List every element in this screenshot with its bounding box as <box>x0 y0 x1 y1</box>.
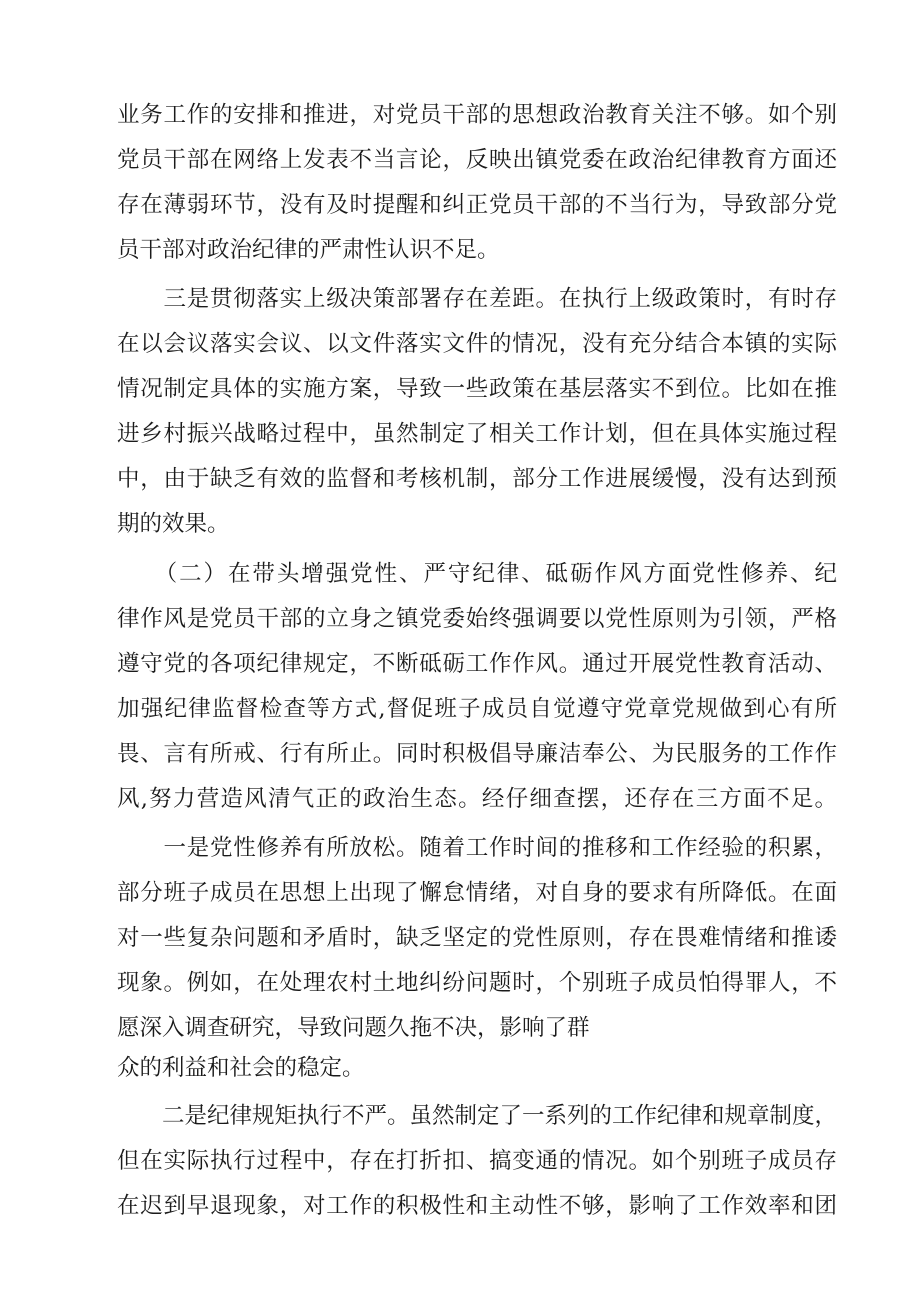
text-line: 情况制定具体的实施方案，导致一些政策在基层落实不到位。比如在推 <box>117 376 837 402</box>
text-line: 众的利益和社会的稳定。 <box>117 1055 365 1081</box>
text-line: 员干部对政治纪律的严肃性认识不足。 <box>117 237 500 263</box>
text-line: 对一些复杂问题和矛盾时，缺乏坚定的党性原则，存在畏难情绪和推诿 <box>117 925 837 951</box>
text-line: 存在薄弱环节，没有及时提醒和纠正党员干部的不当行为，导致部分党 <box>117 192 837 218</box>
text-line: 但在实际执行过程中，存在打折扣、搞变通的情况。如个别班子成员存 <box>117 1148 837 1174</box>
text-line: 三是贯彻落实上级决策部署存在差距。在执行上级政策时，有时存 <box>117 286 837 312</box>
text-line: 部分班子成员在思想上出现了懈怠情绪，对自身的要求有所降低。在面 <box>117 880 837 906</box>
text-line: （二）在带头增强党性、严守纪律、砥砺作风方面党性修养、纪 <box>117 561 837 587</box>
text-line: 在以会议落实会议、以文件落实文件的情况，没有充分结合本镇的实际 <box>117 331 837 357</box>
text-line: 党员干部在网络上发表不当言论，反映出镇党委在政治纪律教育方面还 <box>117 147 837 173</box>
text-line: 愿深入调查研究，导致问题久拖不决，影响了群 <box>117 1015 590 1041</box>
text-line: 现象。例如，在处理农村土地纠纷问题时，个别班子成员怕得罪人，不 <box>117 970 837 996</box>
text-line: 加强纪律监督检查等方式,督促班子成员自觉遵守党章党规做到心有所 <box>117 696 837 722</box>
text-line: 畏、言有所戒、行有所止。同时积极倡导廉洁奉公、为民服务的工作作 <box>117 741 837 767</box>
text-line: 在迟到早退现象，对工作的积极性和主动性不够，影响了工作效率和团 <box>117 1193 837 1219</box>
text-line: 业务工作的安排和推进，对党员干部的思想政治教育关注不够。如个别 <box>117 102 837 128</box>
text-line: 律作风是党员干部的立身之镇党委始终强调要以党性原则为引领，严格 <box>117 606 837 632</box>
text-line: 二是纪律规矩执行不严。虽然制定了一系列的工作纪律和规章制度， <box>117 1103 838 1129</box>
text-line: 遵守党的各项纪律规定，不断砥砺工作作风。通过开展党性教育活动、 <box>117 651 837 677</box>
text-line: 中，由于缺乏有效的监督和考核机制，部分工作进展缓慢，没有达到预 <box>117 466 837 492</box>
text-line: 进乡村振兴战略过程中，虽然制定了相关工作计划，但在具体实施过程 <box>117 421 837 447</box>
text-line: 一是党性修养有所放松。随着工作时间的推移和工作经验的积累， <box>117 835 837 861</box>
text-line: 期的效果。 <box>117 511 230 537</box>
text-line: 风,努力营造风清气正的政治生态。经仔细查摆，还存在三方面不足。 <box>117 786 837 812</box>
